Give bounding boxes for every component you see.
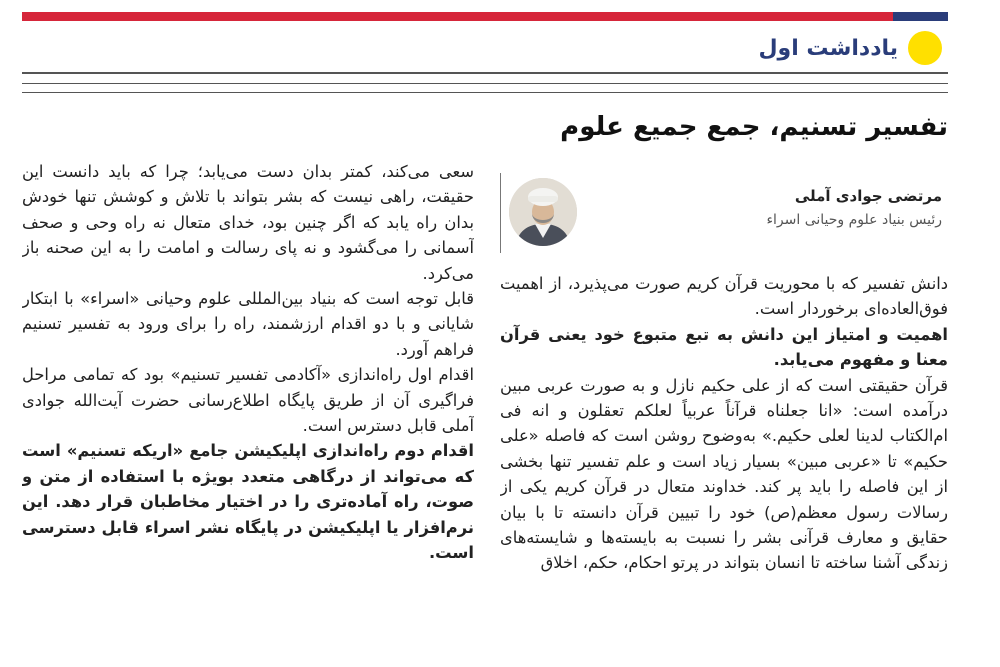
paragraph: دانش تفسیر که با محوریت قرآن کریم صورت می‌پذیرد، از اهمیت فوق‌العاده‌ای برخوردار است. [500,274,948,319]
divider-line [22,92,948,93]
paragraph: قرآن حقیقتی است که از علی حکیم نازل و به صورت عربی مبین درآمده است: «انا جعلناه قرآناً عربیاً لعلکم تعقلون و انه فی ام‌الکتاب لدینا لعلی حکیم.» به‌وضوح روشن است که فاصله «علی حکیم» تا «عربی مبین» بسیار زیاد است و علم تفسیر تنها بخشی از این فاصله را باید پر کند. خداوند متعال در قرآن کریم یکی از رسالات رسول معظم(ص) خود را تبیین قرآن دانسته تا با بیان حقایق و معارف قرآنی بشر را نسبت به بایسته‌ها و شایسته‌های زندگی آشنا ساخته تا انسان بتواند در پرتو احکام، حکم، اخلاق [500,375,948,573]
divider-line [22,72,948,74]
section-title: یادداشت اول [758,35,898,61]
paragraph: سعی می‌کند، کمتر بدان دست می‌یابد؛ چرا که باید دانست این حقیقت، راهی نیست که بشر بتواند با تلاش و کوشش تنها خودش بدان راه یابد که اگر چنین بود، خدای متعال نه راه وحی و صحف آسمانی را می‌گشود و نه پای رسالت و امامت را به این صحنه باز می‌کرد. [22,162,474,283]
yellow-dot-icon [908,31,942,65]
top-bar-red-segment [22,12,893,21]
author-portrait-icon [509,178,577,246]
top-bar-blue-segment [893,12,948,21]
author-name: مرتضی جوادی آملی [794,187,942,205]
paragraph: اقدام دوم راه‌اندازی اپلیکیشن جامع «اریکه تسنیم» است که می‌تواند از درگاهی متعدد بویژه با استفاده از متن و صوت، راه آماده‌تری را در اختیار مخاطبان قرار دهد. این نرم‌افزار یا اپلیکیشن در پایگاه نشر اسراء قابل دسترسی است. [22,441,474,563]
article-column-left [22,159,474,667]
author-avatar [509,178,577,246]
article-headline: تفسیر تسنیم، جمع جمیع علوم [560,112,948,142]
top-color-bar [22,12,948,21]
paragraph: اهمیت و امتیاز این دانش به تبع متبوع خود یعنی قرآن معنا و مفهوم می‌یابد. [500,324,948,370]
section-header [758,30,942,66]
divider-line [22,83,948,84]
author-box-divider [500,173,501,253]
article-column-right [500,271,948,667]
author-box [500,173,948,253]
paragraph: قابل توجه است که بنیاد بین‌المللی علوم وحیانی «اسراء» با ابتکار شایانی و با دو اقدام ارزشمند، راه را برای ورود به تفسیر تسنیم فراهم آورد. [22,289,474,359]
paragraph: اقدام اول راه‌اندازی «آکادمی تفسیر تسنیم» بود که تمامی مراحل فراگیری آن از طریق پایگاه اطلاع‌رسانی حضرت آیت‌الله جوادی آملی قابل دسترس است. [22,365,474,436]
author-role: رئیس بنیاد علوم وحیانی اسراء [766,212,942,228]
